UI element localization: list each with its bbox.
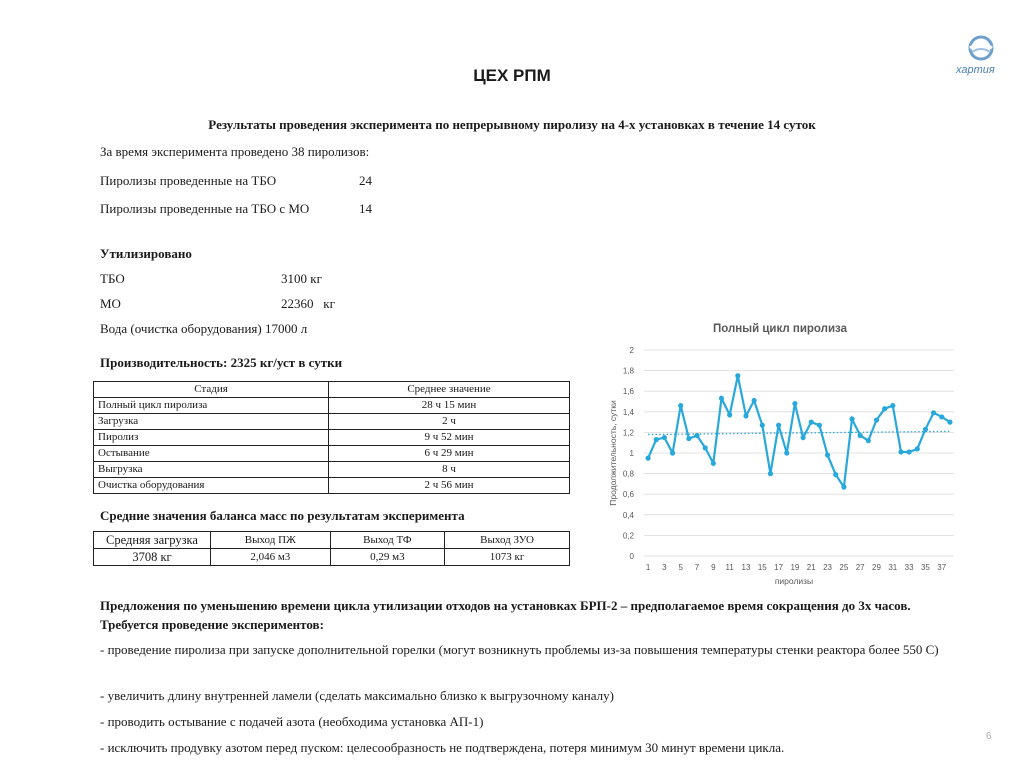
- data-point: [711, 461, 716, 466]
- data-point: [898, 449, 903, 454]
- y-tick-label: 0,4: [622, 510, 634, 520]
- page-number: 6: [986, 731, 992, 742]
- table-cell: Загрузка: [94, 414, 329, 430]
- balance-table: [93, 531, 570, 566]
- x-tick-label: 23: [823, 563, 833, 572]
- x-tick-label: 37: [937, 563, 947, 572]
- x-tick-label: 21: [806, 563, 816, 572]
- data-point: [792, 401, 797, 406]
- table-header-cell: Выход ТФ: [330, 532, 444, 549]
- utilized-heading: Утилизировано: [100, 246, 192, 261]
- data-point: [923, 427, 928, 432]
- proposal-item: - проводить остывание с подачей азота (необходима установка АП-1): [100, 714, 484, 729]
- proposal-item: - исключить продувку азотом перед пуском: целесообразность не подтверждена, потеря минимум 30 минут времени цикла.: [100, 740, 785, 755]
- utilized-tbo-label: ТБО: [100, 271, 125, 286]
- table-row: [94, 478, 570, 494]
- proposals-heading: Предложения по уменьшению времени цикла утилизации отходов на установках БРП-2 – предполагаемое время сокращения до 3х часов.: [100, 598, 911, 613]
- pyrolysis-cycle-chart: [600, 318, 962, 590]
- logo-text: хартия: [956, 64, 995, 76]
- table-header-cell: Выход ПЖ: [211, 532, 331, 549]
- y-tick-label: 1: [629, 449, 634, 458]
- data-point: [800, 435, 805, 440]
- data-point: [809, 420, 814, 425]
- y-tick-label: 0,2: [622, 531, 634, 541]
- data-point: [866, 438, 871, 443]
- data-point: [849, 416, 854, 421]
- data-point: [874, 417, 879, 422]
- data-point: [645, 456, 650, 461]
- data-point: [743, 413, 748, 418]
- table-cell: Очистка оборудования: [94, 478, 329, 494]
- table-header-row: [94, 382, 570, 398]
- data-point: [760, 423, 765, 428]
- x-tick-label: 25: [839, 563, 849, 572]
- y-tick-label: 0,8: [622, 469, 634, 479]
- table-cell: Полный цикл пиролиза: [94, 398, 329, 414]
- tbo-value: 24: [359, 173, 372, 188]
- table-row: [94, 462, 570, 478]
- x-axis-label: пиролизы: [774, 576, 814, 586]
- report-subtitle: Результаты проведения эксперимента по непрерывному пиролизу на 4-х установках в течение 14 суток: [208, 117, 816, 132]
- stages-table: [93, 381, 570, 494]
- x-tick-label: 27: [855, 563, 865, 572]
- data-point: [735, 373, 740, 378]
- x-tick-label: 19: [790, 563, 800, 572]
- y-tick-label: 1,4: [622, 407, 634, 417]
- data-point: [817, 423, 822, 428]
- data-point: [678, 403, 683, 408]
- data-point: [752, 398, 757, 403]
- table-cell: Остывание: [94, 446, 329, 462]
- x-tick-label: 35: [920, 563, 930, 572]
- data-point: [703, 445, 708, 450]
- table-cell: 2 ч: [329, 414, 570, 430]
- table-cell: 0,29 м3: [330, 549, 444, 566]
- table-cell: 28 ч 15 мин: [329, 398, 570, 414]
- proposal-item: - проведение пиролиза при запуске дополнительной горелки (могут возникнуть проблемы из-за повышения температуры стенки реактора более 550 С): [100, 642, 939, 657]
- data-point: [833, 472, 838, 477]
- page-title: ЦЕХ РПМ: [473, 66, 551, 85]
- table-cell: 6 ч 29 мин: [329, 446, 570, 462]
- x-tick-label: 33: [904, 563, 914, 572]
- tbo-mo-label: Пиролизы проведенные на ТБО с МО: [100, 201, 310, 216]
- proposal-item: - увеличить длину внутренней ламели (сделать максимально близко к выгрузочному каналу): [100, 688, 614, 703]
- data-point: [915, 446, 920, 451]
- data-point: [719, 396, 724, 401]
- x-tick-label: 15: [757, 563, 767, 572]
- y-tick-label: 1,6: [622, 387, 634, 397]
- balance-heading: Средние значения баланса масс по результатам эксперимента: [100, 508, 465, 523]
- x-tick-label: 3: [662, 563, 667, 572]
- y-axis-label: Продолжительность, сутки: [608, 400, 618, 506]
- data-point: [670, 450, 675, 455]
- x-tick-label: 7: [694, 563, 700, 572]
- table-row: [94, 549, 570, 566]
- data-point: [882, 406, 887, 411]
- total-pyrolysis-line: За время эксперимента проведено 38 пиролизов:: [100, 144, 370, 159]
- table-header-cell: Выход ЗУО: [445, 532, 570, 549]
- utilized-tbo-value: 3100 кг: [281, 271, 322, 286]
- y-tick-label: 1,8: [622, 366, 634, 376]
- data-point: [727, 412, 732, 417]
- x-tick-label: 13: [741, 563, 751, 572]
- table-row: [94, 414, 570, 430]
- data-point: [931, 410, 936, 415]
- x-tick-label: 9: [711, 563, 716, 572]
- y-tick-label: 1,2: [622, 428, 634, 438]
- data-point: [890, 403, 895, 408]
- data-point: [907, 449, 912, 454]
- tbo-mo-value: 14: [359, 201, 372, 216]
- table-cell: 2 ч 56 мин: [329, 478, 570, 494]
- table-header-cell: Среднее значение: [329, 382, 570, 398]
- data-point: [776, 423, 781, 428]
- data-point: [784, 450, 789, 455]
- utilized-mo-value: 22360 кг: [281, 296, 335, 311]
- proposals-subheading: Требуется проведение экспериментов:: [100, 617, 324, 632]
- y-tick-label: 2: [629, 346, 634, 355]
- table-cell: 9 ч 52 мин: [329, 430, 570, 446]
- chart-title: Полный цикл пиролиза: [713, 323, 847, 335]
- utilized-mo-label: МО: [100, 296, 121, 311]
- x-tick-label: 31: [888, 563, 898, 572]
- data-point: [947, 420, 952, 425]
- y-tick-label: 0,6: [622, 490, 634, 500]
- data-point: [825, 452, 830, 457]
- data-point: [768, 471, 773, 476]
- water-line: Вода (очистка оборудования) 17000 л: [100, 321, 308, 336]
- table-row: [94, 430, 570, 446]
- productivity-line: Производительность: 2325 кг/уст в сутки: [100, 355, 343, 370]
- y-tick-label: 0: [629, 552, 634, 561]
- x-tick-label: 17: [774, 563, 784, 572]
- table-header-cell: Средняя загрузка: [94, 532, 211, 549]
- table-header-cell: Стадия: [94, 382, 329, 398]
- table-cell: 3708 кг: [94, 549, 211, 566]
- trend-line: [648, 431, 950, 434]
- x-tick-label: 29: [872, 563, 881, 572]
- table-row: [94, 398, 570, 414]
- data-point: [654, 437, 659, 442]
- data-point: [662, 435, 667, 440]
- tbo-label: Пиролизы проведенные на ТБО: [100, 173, 277, 188]
- table-cell: 2,046 м3: [211, 549, 331, 566]
- data-point: [939, 414, 944, 419]
- data-point: [686, 436, 691, 441]
- table-cell: Пиролиз: [94, 430, 329, 446]
- data-point: [694, 433, 699, 438]
- table-row: [94, 446, 570, 462]
- x-tick-label: 11: [725, 563, 734, 572]
- data-point: [858, 433, 863, 438]
- x-tick-label: 5: [678, 563, 683, 572]
- table-cell: 1073 кг: [445, 549, 570, 566]
- table-cell: 8 ч: [329, 462, 570, 478]
- data-point: [841, 484, 846, 489]
- table-header-row: [94, 532, 570, 549]
- table-cell: Выгрузка: [94, 462, 329, 478]
- x-tick-label: 1: [645, 563, 651, 572]
